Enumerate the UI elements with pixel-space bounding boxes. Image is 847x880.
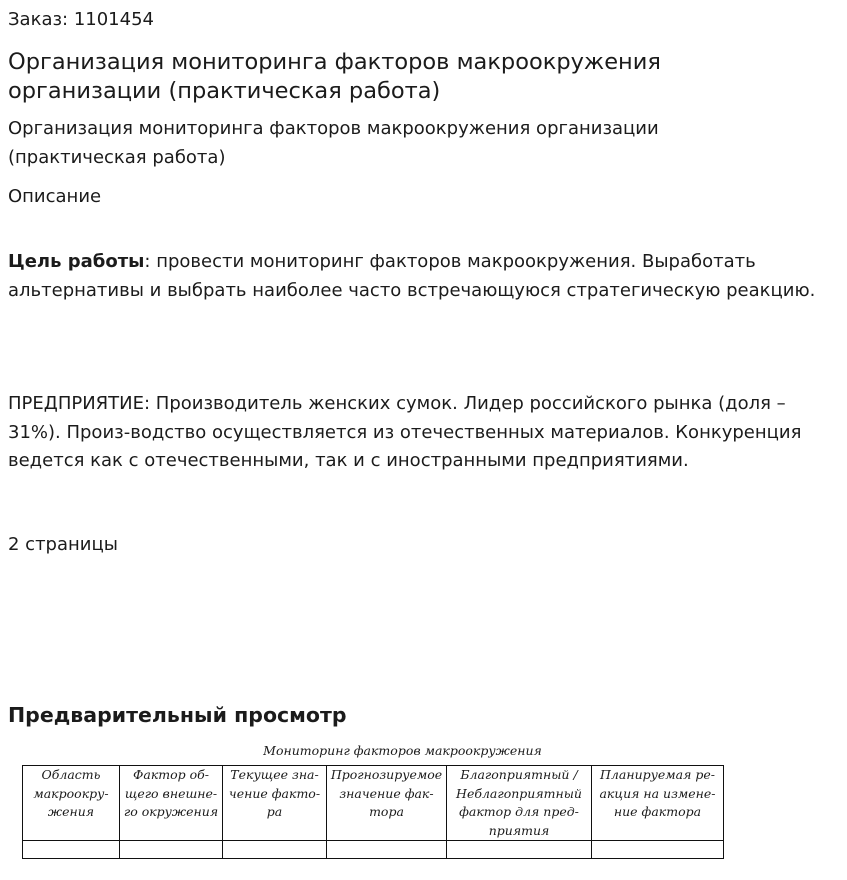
page-count: 2 страницы	[8, 534, 118, 555]
table-cell	[447, 841, 592, 859]
preview-heading: Предварительный просмотр	[8, 703, 347, 727]
table-cell	[223, 841, 327, 859]
page-title: Организация мониторинга факторов макроокружения организации (практическая работа)	[8, 49, 661, 104]
table-row	[23, 841, 724, 859]
order-number: Заказ: 1101454	[8, 9, 154, 30]
table-caption: Мониторинг факторов макроокружения	[263, 743, 542, 758]
column-header: Текущее зна-чение факто-ра	[223, 766, 327, 841]
column-header: Прогнозируемое значение фак-тора	[327, 766, 447, 841]
column-header: Благоприятный / Неблагоприятный фактор для пред-приятия	[447, 766, 592, 841]
column-header: Область макроокру-жения	[23, 766, 120, 841]
description-heading: Описание	[8, 186, 102, 207]
goal-paragraph	[8, 248, 838, 305]
table-cell	[120, 841, 223, 859]
column-header: Планируемая ре-акция на измене-ние фактора	[592, 766, 724, 841]
table-cell	[327, 841, 447, 859]
table-cell	[23, 841, 120, 859]
table-header-row	[23, 766, 724, 841]
goal-label: Цель работы	[8, 251, 145, 272]
monitoring-table	[22, 765, 724, 859]
table-cell	[592, 841, 724, 859]
goal-text: : провести мониторинг факторов макроокружения. Выработать альтернативы и выбрать наиболее часто встречающуюся стратегическую реакцию.	[8, 251, 816, 301]
page-subtitle: Организация мониторинга факторов макроокружения организации (практическая работа)	[8, 118, 659, 168]
enterprise-paragraph: ПРЕДПРИЯТИЕ: Производитель женских сумок. Лидер российского рынка (доля – 31%). Произ-водство осуществляется из отечественных материалов. Конкуренция ведется как с отечественными, так и с иностранными предприятиями.	[8, 393, 802, 471]
column-header: Фактор об-щего внешне-го окружения	[120, 766, 223, 841]
